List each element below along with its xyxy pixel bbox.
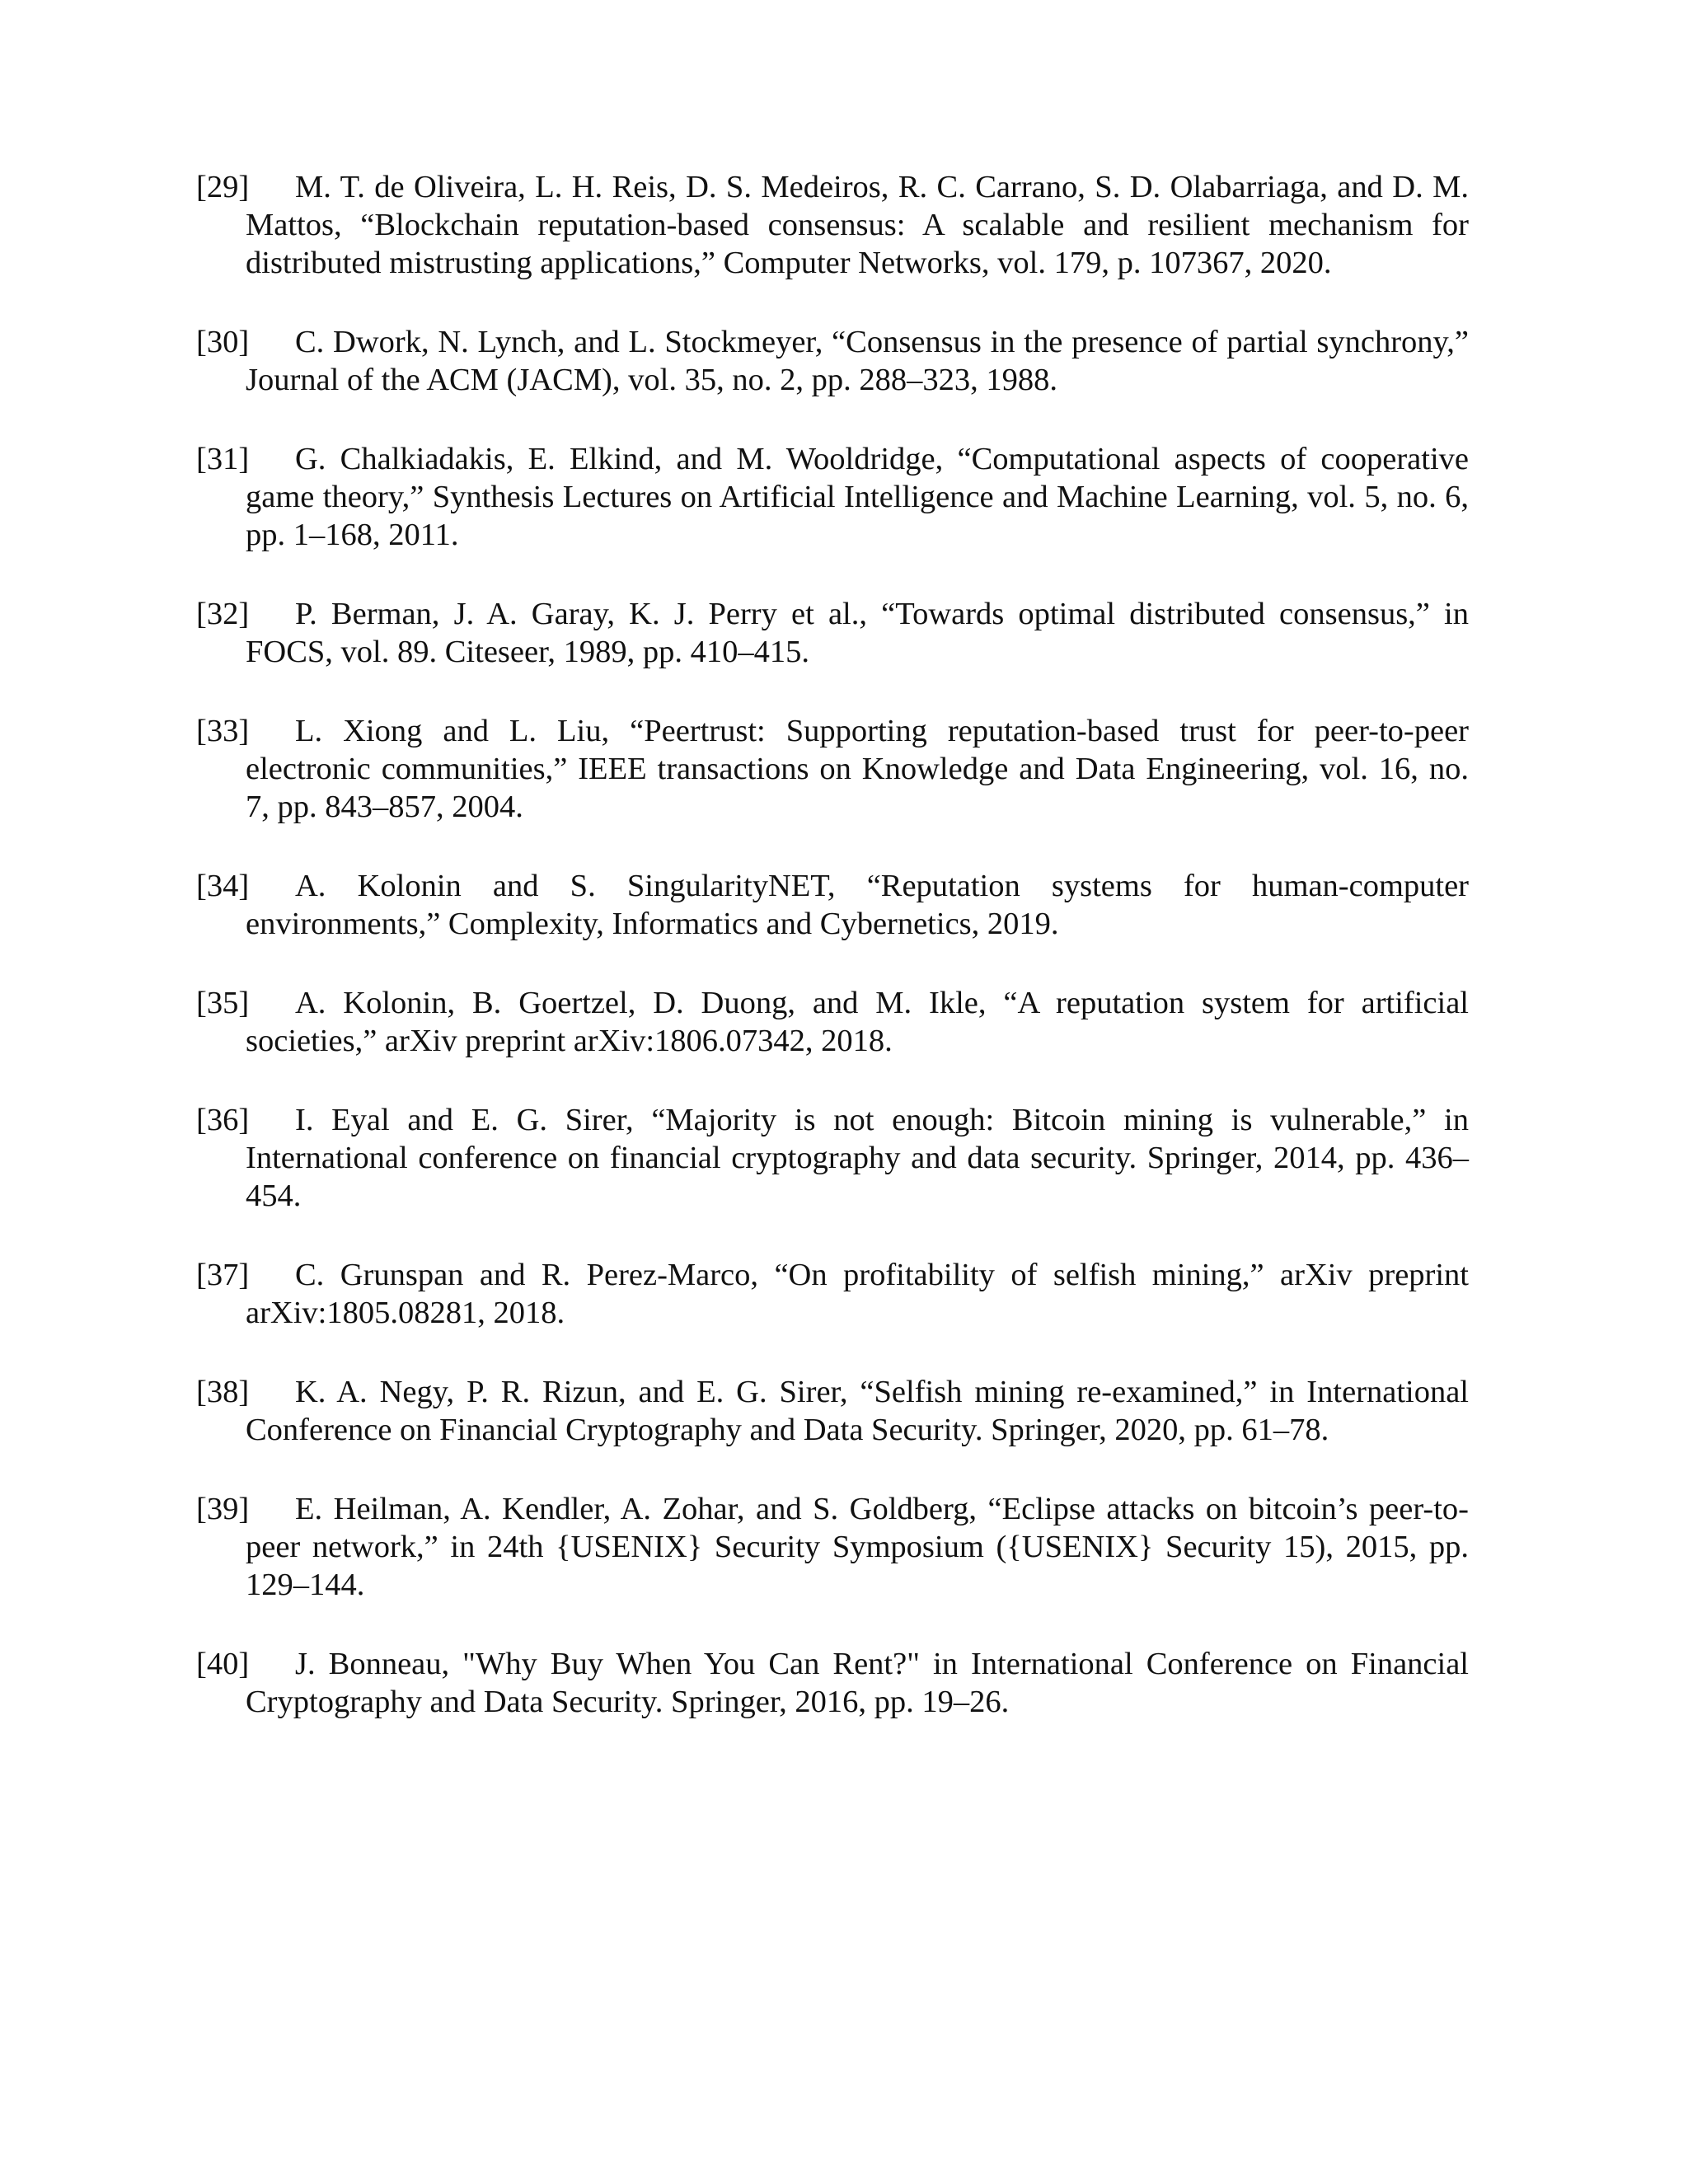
reference-40: [196, 1645, 1469, 1721]
reference-29: [196, 168, 1469, 282]
reference-text: P. Berman, J. A. Garay, K. J. Perry et al., “Towards optimal distributed consensus,” in FOCS, vol. 89. Citeseer, 1989, pp. 410–415.: [246, 597, 1469, 669]
reference-number: [34]: [196, 869, 250, 903]
reference-text: C. Grunspan and R. Perez-Marco, “On profitability of selfish mining,” arXiv preprint arXiv:1805.08281, 2018.: [246, 1258, 1469, 1330]
reference-number: [32]: [196, 597, 250, 631]
reference-32: [196, 595, 1469, 671]
reference-number: [38]: [196, 1375, 250, 1409]
reference-text: A. Kolonin and S. SingularityNET, “Reputation systems for human-computer environments,” Complexity, Informatics and Cybernetics, 2019.: [246, 869, 1469, 941]
reference-text: L. Xiong and L. Liu, “Peertrust: Supporting reputation-based trust for peer-to-peer electronic communities,” IEEE transactions on Knowledge and Data Engineering, vol. 16, no. 7, pp. 843–857, 2004.: [246, 714, 1469, 824]
reference-34: [196, 867, 1469, 943]
reference-number: [35]: [196, 986, 250, 1020]
reference-number: [40]: [196, 1647, 250, 1681]
reference-number: [39]: [196, 1492, 250, 1526]
reference-30: [196, 323, 1469, 399]
reference-text: G. Chalkiadakis, E. Elkind, and M. Wooldridge, “Computational aspects of cooperative game theory,” Synthesis Lectures on Artificial Intelligence and Machine Learning, vol. 5, no. 6, pp. 1–168, 2011.: [246, 442, 1469, 552]
reference-38: [196, 1373, 1469, 1449]
reference-35: [196, 984, 1469, 1060]
reference-text: I. Eyal and E. G. Sirer, “Majority is not enough: Bitcoin mining is vulnerable,” in International conference on financial cryptography and data security. Springer, 2014, pp. 436–454.: [246, 1103, 1469, 1213]
reference-37: [196, 1256, 1469, 1332]
reference-number: [33]: [196, 714, 250, 748]
reference-text: C. Dwork, N. Lynch, and L. Stockmeyer, “Consensus in the presence of partial synchrony,” Journal of the ACM (JACM), vol. 35, no. 2, pp. 288–323, 1988.: [246, 325, 1469, 397]
reference-text: K. A. Negy, P. R. Rizun, and E. G. Sirer, “Selfish mining re-examined,” in International Conference on Financial Cryptography and Data Security. Springer, 2020, pp. 61–78.: [246, 1375, 1469, 1447]
reference-39: [196, 1490, 1469, 1604]
reference-36: [196, 1101, 1469, 1215]
reference-number: [31]: [196, 442, 250, 476]
reference-number: [29]: [196, 170, 250, 204]
reference-31: [196, 440, 1469, 554]
reference-number: [37]: [196, 1258, 250, 1292]
reference-33: [196, 712, 1469, 826]
reference-number: [36]: [196, 1103, 250, 1137]
reference-list: [196, 168, 1469, 1762]
reference-text: E. Heilman, A. Kendler, A. Zohar, and S. Goldberg, “Eclipse attacks on bitcoin’s peer-to-peer network,” in 24th {USENIX} Security Symposium ({USENIX} Security 15), 2015, pp. 129–144.: [246, 1492, 1469, 1602]
reference-text: J. Bonneau, "Why Buy When You Can Rent?" in International Conference on Financial Cryptography and Data Security. Springer, 2016, pp. 19–26.: [246, 1647, 1469, 1719]
reference-text: M. T. de Oliveira, L. H. Reis, D. S. Medeiros, R. C. Carrano, S. D. Olabarriaga, and D. M. Mattos, “Blockchain reputation-based consensus: A scalable and resilient mechanism for distributed mistrusting applications,” Computer Networks, vol. 179, p. 107367, 2020.: [246, 170, 1469, 280]
reference-number: [30]: [196, 325, 250, 359]
reference-text: A. Kolonin, B. Goertzel, D. Duong, and M. Ikle, “A reputation system for artificial societies,” arXiv preprint arXiv:1806.07342, 2018.: [246, 986, 1469, 1058]
